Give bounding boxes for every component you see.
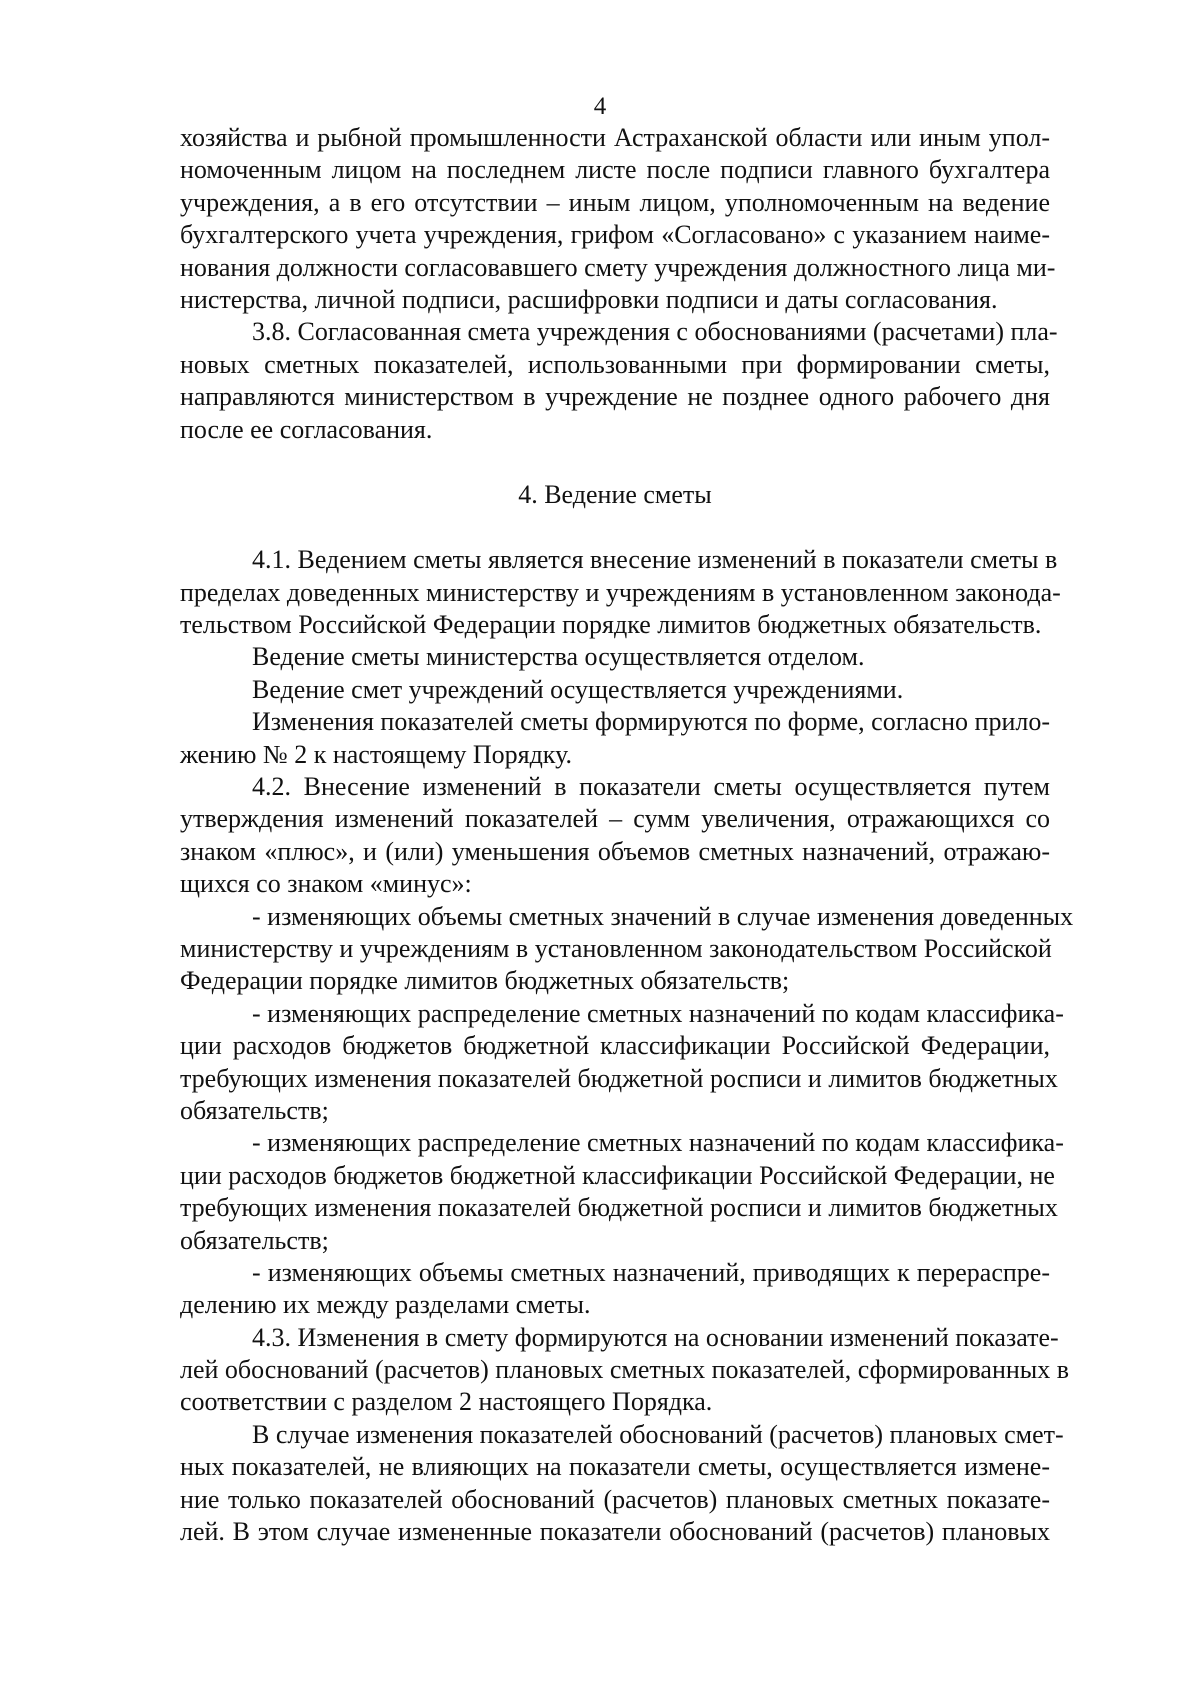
- text-line: ние только показателей обоснований (расчетов) плановых сметных показате-: [180, 1484, 1050, 1514]
- text-line: - изменяющих распределение сметных назначений по кодам классифика-: [252, 998, 1064, 1028]
- text-line: Федерации порядке лимитов бюджетных обязательств;: [180, 966, 790, 996]
- text-line: знаком «плюс», и (или) уменьшения объемов сметных назначений, отражаю-: [180, 836, 1050, 866]
- text-line: 4.1. Ведением сметы является внесение изменений в показатели сметы в: [252, 545, 1058, 575]
- text-line: требующих изменения показателей бюджетной росписи и лимитов бюджетных: [180, 1063, 1058, 1093]
- text-line: Ведение смет учреждений осуществляется учреждениями.: [252, 674, 904, 704]
- text-line: новых сметных показателей, использованными при формировании сметы,: [180, 349, 1050, 379]
- text-line: 4.3. Изменения в смету формируются на основании изменений показате-: [252, 1322, 1059, 1352]
- text-line: обязательств;: [180, 1095, 329, 1125]
- text-line: хозяйства и рыбной промышленности Астраханской области или иным упол-: [180, 123, 1050, 152]
- text-line: обязательств;: [180, 1225, 329, 1255]
- text-line: делению их между разделами сметы.: [180, 1290, 591, 1320]
- text-line: щихся со знаком «минус»:: [180, 869, 472, 899]
- text-line: нования должности согласовавшего смету учреждения должностного лица ми-: [180, 252, 1056, 282]
- text-line: - изменяющих распределение сметных назначений по кодам классифика-: [252, 1128, 1064, 1158]
- text-line: учреждения, а в его отсутствии – иным лицом, уполномоченным на ведение: [180, 187, 1050, 217]
- paragraph-gap: [180, 511, 1050, 544]
- text-line: лей. В этом случае измененные показатели обоснований (расчетов) плановых: [180, 1517, 1050, 1547]
- text-line: 4.2. Внесение изменений в показатели сметы осуществляется путем: [252, 772, 1050, 802]
- text-line: - изменяющих объемы сметных назначений, приводящих к перераспре-: [252, 1257, 1050, 1287]
- text-line: министерству и учреждениям в установленном законодательством Российской: [180, 933, 1052, 963]
- document-body: [180, 122, 1074, 1548]
- section-heading: 4. Ведение сметы: [518, 479, 712, 509]
- page-number: 4: [593, 93, 607, 120]
- text-line: утверждения изменений показателей – сумм увеличения, отражающихся со: [180, 804, 1050, 834]
- text-line: В случае изменения показателей обоснований (расчетов) плановых смет-: [252, 1419, 1064, 1449]
- text-line: Ведение сметы министерства осуществляется отделом.: [252, 642, 865, 672]
- text-line: жению № 2 к настоящему Порядку.: [180, 739, 572, 769]
- text-line: нистерства, личной подписи, расшифровки подписи и даты согласования.: [180, 284, 998, 314]
- paragraph-gap: [180, 446, 1050, 479]
- text-line: Изменения показателей сметы формируются по форме, согласно прило-: [252, 707, 1050, 737]
- text-line: направляются министерством в учреждение не позднее одного рабочего дня: [180, 382, 1050, 412]
- text-line: ции расходов бюджетов бюджетной классификации Российской Федерации,: [180, 1031, 1050, 1061]
- text-line: соответствии с разделом 2 настоящего Порядка.: [180, 1387, 713, 1417]
- text-line: ных показателей, не влияющих на показатели сметы, осуществляется измене-: [180, 1452, 1050, 1482]
- text-line: бухгалтерского учета учреждения, грифом «Согласовано» с указанием наиме-: [180, 220, 1050, 250]
- text-line: пределах доведенных министерству и учреждениям в установленном законода-: [180, 577, 1061, 607]
- text-line: требующих изменения показателей бюджетной росписи и лимитов бюджетных: [180, 1193, 1058, 1223]
- text-line: тельством Российской Федерации порядке лимитов бюджетных обязательств.: [180, 610, 1042, 640]
- text-line: - изменяющих объемы сметных значений в случае изменения доведенных: [252, 901, 1074, 931]
- text-line: 3.8. Согласованная смета учреждения с обоснованиями (расчетами) пла-: [252, 317, 1058, 347]
- text-line: лей обоснований (расчетов) плановых сметных показателей, сформированных в: [180, 1355, 1070, 1385]
- text-line: номоченным лицом на последнем листе после подписи главного бухгалтера: [180, 155, 1050, 185]
- text-line: после ее согласования.: [180, 414, 433, 444]
- text-line: ции расходов бюджетов бюджетной классификации Российской Федерации, не: [180, 1160, 1055, 1190]
